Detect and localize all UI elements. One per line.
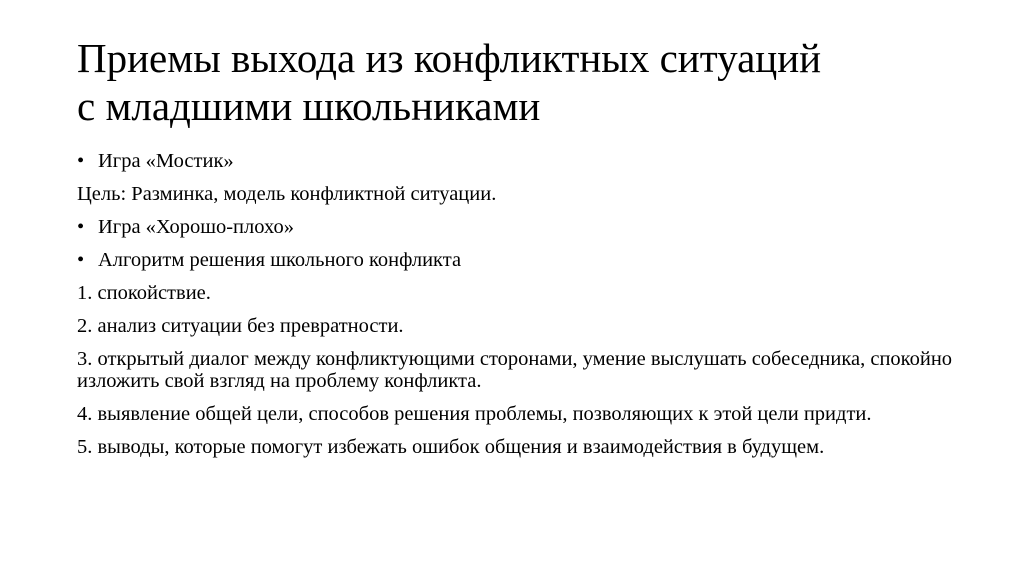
bullet-icon: • xyxy=(77,216,85,238)
list-item-text: Игра «Хорошо-плохо» xyxy=(98,216,294,238)
slide-title-line-1: Приемы выхода из конфликтных ситуаций xyxy=(77,35,822,81)
list-item-text: Игра «Мостик» xyxy=(98,150,234,172)
bullet-icon: • xyxy=(77,249,85,271)
list-item-goal xyxy=(77,183,957,205)
list-item-text: Алгоритм решения школьного конфликта xyxy=(98,249,462,271)
list-item-step-1 xyxy=(77,282,957,304)
list-item-game-good-bad xyxy=(77,216,957,238)
list-item-step-3 xyxy=(77,348,957,392)
list-item-text: 4. выявление общей цели, способов решения проблемы, позволяющих к этой цели придти. xyxy=(77,403,872,425)
list-item-text: 5. выводы, которые помогут избежать ошибок общения и взаимодействия в будущем. xyxy=(77,436,825,458)
bullet-icon: • xyxy=(77,150,85,172)
slide-title-line-2: с младшими школьниками xyxy=(77,83,541,129)
list-item-step-5 xyxy=(77,436,957,458)
list-item-text: 2. анализ ситуации без превратности. xyxy=(77,315,404,337)
list-item-game-bridge xyxy=(77,150,957,172)
list-item-step-2 xyxy=(77,315,957,337)
list-item-text: Цель: Разминка, модель конфликтной ситуации. xyxy=(77,183,497,205)
list-item-text: 3. открытый диалог между конфликтующими сторонами, умение выслушать собеседника, спокойно изложить свой взгляд на проблему конфликта. xyxy=(77,348,953,392)
list-item-step-4 xyxy=(77,403,957,425)
list-item-algorithm xyxy=(77,249,957,271)
list-item-text: 1. спокойствие. xyxy=(77,282,211,304)
slide-title xyxy=(77,34,977,130)
slide-content xyxy=(77,150,957,469)
